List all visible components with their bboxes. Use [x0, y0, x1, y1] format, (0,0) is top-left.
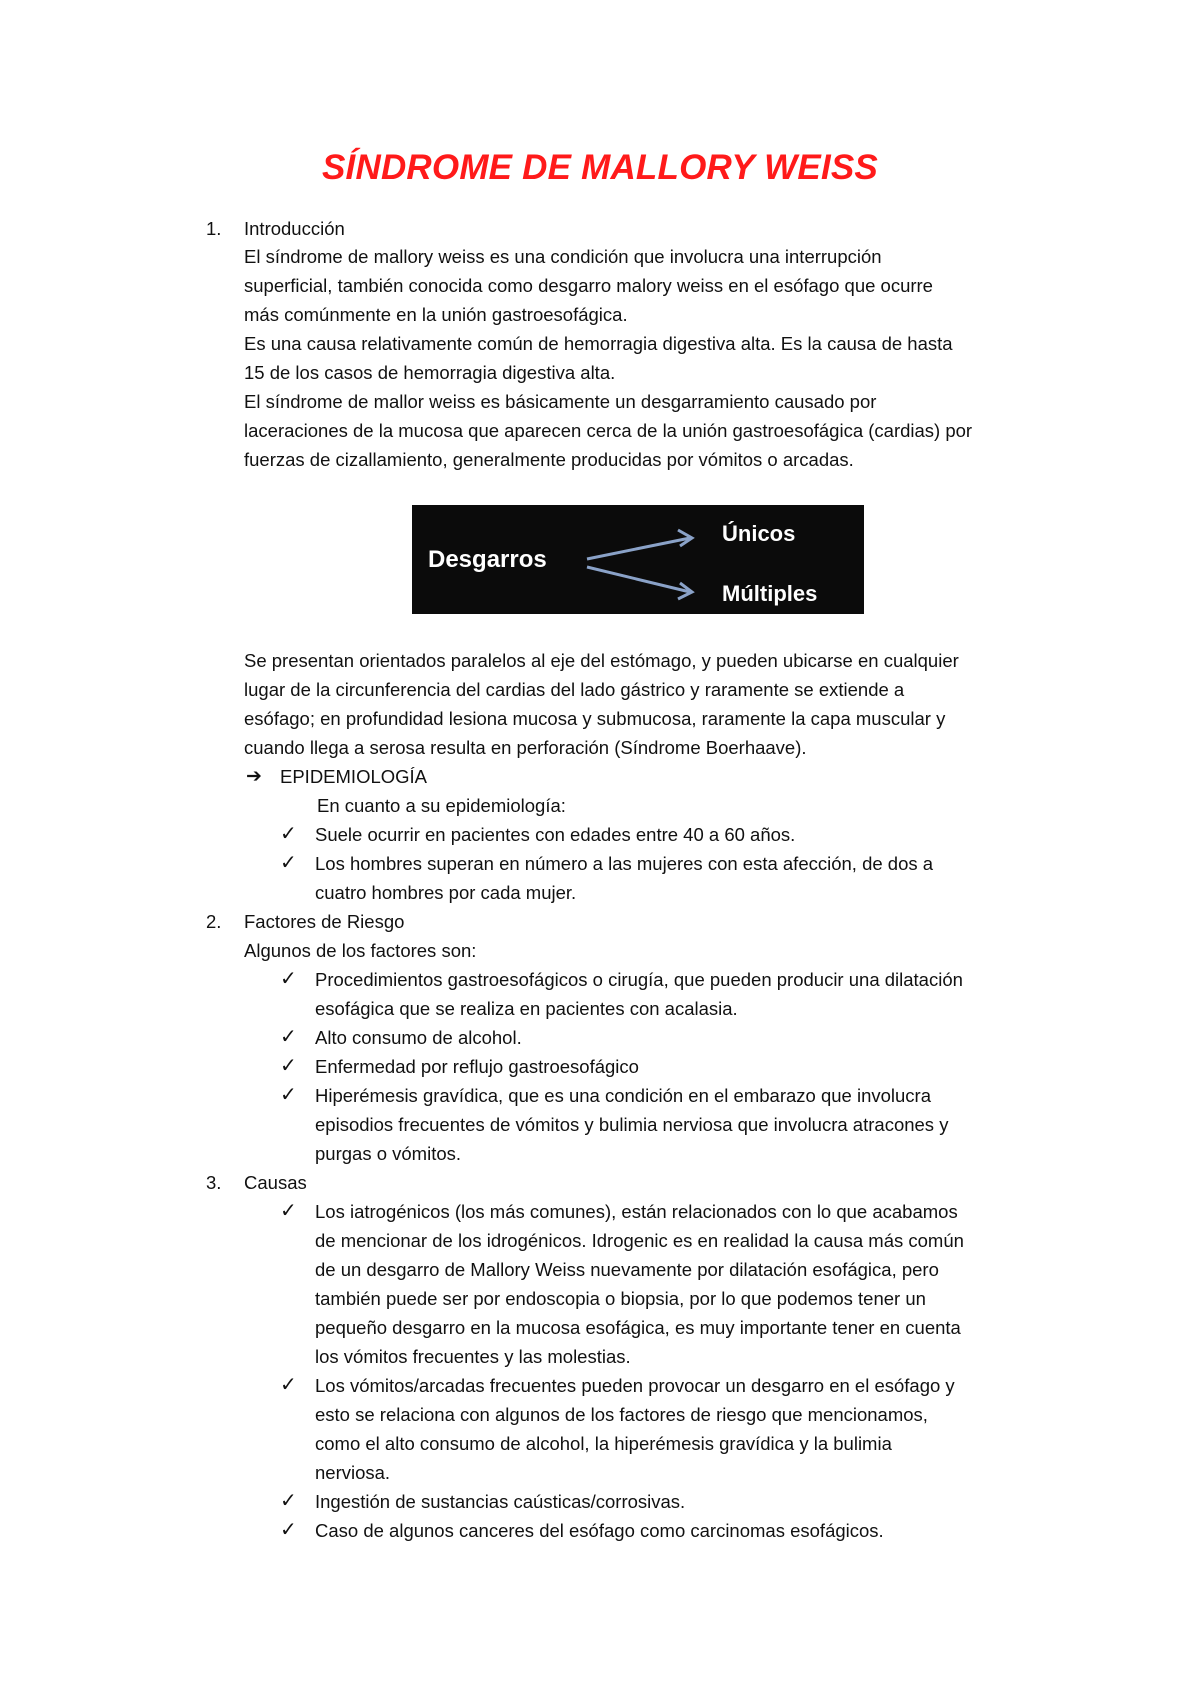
- section-heading-causas: Causas: [244, 1172, 307, 1193]
- section-number-3: 3.: [206, 1172, 222, 1193]
- list-item-continued: episodios frecuentes de vómitos y bulimia nerviosa que involucra atracones y: [315, 1114, 949, 1135]
- list-item: Caso de algunos canceres del esófago como carcinomas esofágicos.: [315, 1520, 884, 1541]
- checkmark-icon: ✓: [280, 1084, 297, 1106]
- checkmark-icon: ✓: [280, 1374, 297, 1396]
- list-item-continued: esofágica que se realiza en pacientes con acalasia.: [315, 998, 738, 1019]
- section-heading-introduccion: Introducción: [244, 218, 345, 239]
- list-item: Hiperémesis gravídica, que es una condición en el embarazo que involucra: [315, 1085, 931, 1106]
- risk-intro: Algunos de los factores son:: [244, 940, 477, 961]
- intro-line: 15 de los casos de hemorragia digestiva alta.: [244, 362, 616, 383]
- list-item-continued: los vómitos frecuentes y las molestias.: [315, 1346, 631, 1367]
- list-item-continued: esto se relaciona con algunos de los factores de riesgo que mencionamos,: [315, 1404, 928, 1425]
- checkmark-icon: ✓: [280, 823, 297, 845]
- intro-line: superficial, también conocida como desgarro malory weiss en el esófago que ocurre: [244, 275, 933, 296]
- section-number-1: 1.: [206, 218, 222, 239]
- intro-line: más comúnmente en la unión gastroesofágica.: [244, 304, 628, 325]
- paragraph-line: cuando llega a serosa resulta en perforación (Síndrome Boerhaave).: [244, 737, 807, 758]
- page-title: SÍNDROME DE MALLORY WEISS: [322, 148, 878, 187]
- list-item-continued: cuatro hombres por cada mujer.: [315, 882, 577, 903]
- intro-line: laceraciones de la mucosa que aparecen cerca de la unión gastroesofágica (cardias) por: [244, 420, 973, 441]
- checkmark-icon: ✓: [280, 1026, 297, 1048]
- section-number-2: 2.: [206, 911, 222, 932]
- intro-line: El síndrome de mallory weiss es una condición que involucra una interrupción: [244, 246, 882, 267]
- paragraph-line: esófago; en profundidad lesiona mucosa y submucosa, raramente la capa muscular y: [244, 708, 946, 729]
- list-item: Procedimientos gastroesofágicos o cirugía, que pueden producir una dilatación: [315, 969, 963, 990]
- list-item-continued: también puede ser por endoscopia o biopsia, por lo que podemos tener un: [315, 1288, 926, 1309]
- arrow-bullet-icon: ➔: [246, 766, 262, 787]
- epidemiology-heading: EPIDEMIOLOGÍA: [280, 766, 428, 787]
- checkmark-icon: ✓: [280, 1055, 297, 1077]
- list-item: Los vómitos/arcadas frecuentes pueden provocar un desgarro en el esófago y: [315, 1375, 955, 1396]
- list-item: Ingestión de sustancias caústicas/corrosivas.: [315, 1491, 686, 1512]
- intro-line: El síndrome de mallor weiss es básicamente un desgarramiento causado por: [244, 391, 877, 412]
- checkmark-icon: ✓: [280, 852, 297, 874]
- list-item-continued: pequeño desgarro en la mucosa esofágica, es muy importante tener en cuenta: [315, 1317, 961, 1338]
- paragraph-line: lugar de la circunferencia del cardias del lado gástrico y raramente se extiende a: [244, 679, 905, 700]
- list-item: Suele ocurrir en pacientes con edades entre 40 a 60 años.: [315, 824, 796, 845]
- paragraph-line: Se presentan orientados paralelos al eje del estómago, y pueden ubicarse en cualquier: [244, 650, 959, 671]
- epidemiology-intro: En cuanto a su epidemiología:: [317, 795, 566, 816]
- desgarros-diagram: [412, 505, 864, 614]
- list-item: Enfermedad por reflujo gastroesofágico: [315, 1056, 639, 1077]
- checkmark-icon: ✓: [280, 968, 297, 990]
- list-item: Alto consumo de alcohol.: [315, 1027, 522, 1048]
- diagram-source-label: Desgarros: [428, 546, 547, 573]
- diagram-target-multiples: Múltiples: [722, 581, 818, 606]
- list-item-continued: purgas o vómitos.: [315, 1143, 462, 1164]
- list-item: Los iatrogénicos (los más comunes), están relacionados con lo que acabamos: [315, 1201, 958, 1222]
- checkmark-icon: ✓: [280, 1490, 297, 1512]
- intro-line: fuerzas de cizallamiento, generalmente producidas por vómitos o arcadas.: [244, 449, 854, 470]
- list-item-continued: nerviosa.: [315, 1462, 391, 1483]
- intro-line: Es una causa relativamente común de hemorragia digestiva alta. Es la causa de hasta: [244, 333, 953, 354]
- list-item: Los hombres superan en número a las mujeres con esta afección, de dos a: [315, 853, 934, 874]
- section-heading-factores: Factores de Riesgo: [244, 911, 405, 932]
- checkmark-icon: ✓: [280, 1200, 297, 1222]
- list-item-continued: de un desgarro de Mallory Weiss nuevamente por dilatación esofágica, pero: [315, 1259, 939, 1280]
- list-item-continued: de mencionar de los idrogénicos. Idrogenic es en realidad la causa más común: [315, 1230, 964, 1251]
- list-item-continued: como el alto consumo de alcohol, la hiperémesis gravídica y la bulimia: [315, 1433, 892, 1454]
- checkmark-icon: ✓: [280, 1519, 297, 1541]
- diagram-target-unicos: Únicos: [722, 521, 796, 546]
